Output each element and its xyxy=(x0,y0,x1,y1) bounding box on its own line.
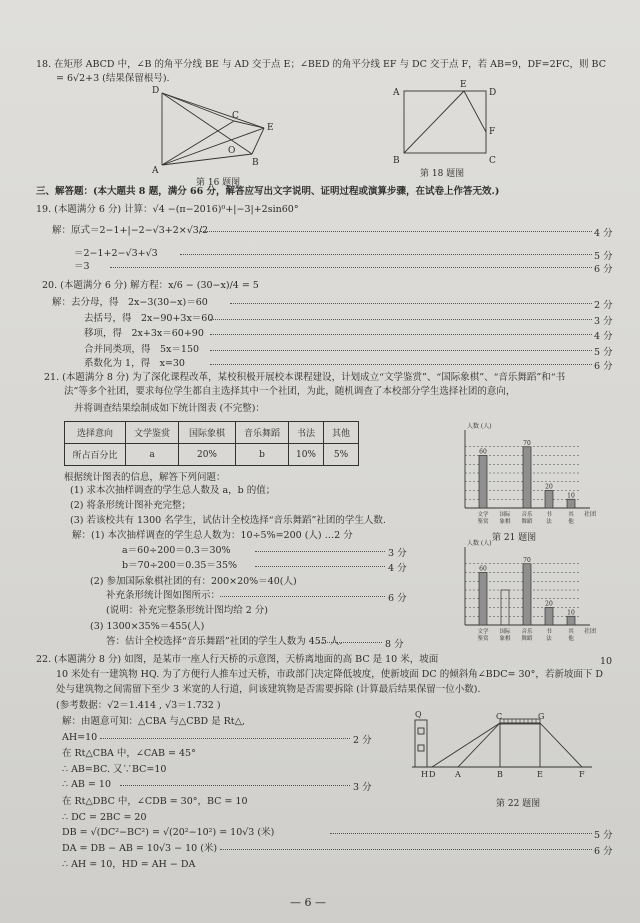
chart2-tick-label-1: 国际 xyxy=(499,629,511,635)
chart2-tick-label-2: 舞蹈 xyxy=(521,636,533,642)
chart2-data-label-3: 20 xyxy=(545,600,553,608)
q22-stray-number: 10 xyxy=(600,656,613,667)
fig16-label-e: E xyxy=(267,123,274,133)
chart1-data-label-3: 20 xyxy=(545,483,553,491)
svg-text:Q: Q xyxy=(415,710,422,719)
chart1-tick-label-4: 他 xyxy=(568,519,574,525)
svg-text:C: C xyxy=(489,156,496,166)
page-number: — 6 — xyxy=(290,896,326,909)
fig16-label-a: A xyxy=(152,166,159,176)
q22-step-9: DA = DB − AB = 10√3 − 10 (米) xyxy=(62,843,218,854)
q22-score-5: 5 分 xyxy=(594,830,613,841)
q21-ans-8: 答：估计全校选择“音乐舞蹈”社团的学生人数为 455 人. xyxy=(106,636,343,647)
svg-text:B: B xyxy=(393,156,400,166)
q20-title: 20. (本题满分 6 分) 解方程：x/6 − (30−x)/4 = 5 xyxy=(42,280,259,291)
svg-text:F: F xyxy=(489,127,496,137)
q21-ans-7: (3) 1300×35%＝455(人) xyxy=(90,621,205,632)
chart1-tick-label-1: 象棋 xyxy=(499,519,511,525)
chart2-xlabel: 社团 xyxy=(584,628,597,635)
svg-text:C: C xyxy=(496,712,503,721)
q21-line3: 并将调查结果绘制成如下统计图表 (不完整)： xyxy=(74,403,265,414)
fig16-label-o: O xyxy=(228,146,236,156)
chart1-bar-3 xyxy=(545,491,553,509)
svg-text:G: G xyxy=(538,712,545,721)
q22-step-1: 解：由题意可知：△CBA 与△CBD 是 Rt△, xyxy=(62,716,245,727)
q21-score-6: 6 分 xyxy=(388,593,407,604)
svg-text:A: A xyxy=(393,88,400,98)
q21-ans-6: (说明：补充完整条形统计图均给 2 分) xyxy=(106,605,268,616)
fig21-caption: 第 21 题图 xyxy=(492,533,537,543)
q22-step-3: 在 Rt△CBA 中，∠CAB = 45° xyxy=(62,748,196,759)
q22-step-10: ∴ AH = 10，HD = AH − DA xyxy=(62,859,196,870)
q21-bar-chart-1 xyxy=(455,423,605,533)
q20-step-4: 合并同类项，得 5x＝150 xyxy=(84,344,200,355)
svg-text:D: D xyxy=(489,88,497,98)
fig18-caption: 第 18 题图 xyxy=(420,169,465,179)
q19-line1: 解：原式＝2−1+|−2−√3+2×√3/2 xyxy=(52,225,209,236)
chart1-bar-0 xyxy=(479,456,487,509)
table-header-row: 选择意向 文学鉴赏 国际象棋 音乐舞蹈 书法 其他 xyxy=(65,422,359,444)
q21-ans-1: 解：(1) 本次抽样调查的学生总人数为：10÷5%=200 (人) …2 分 xyxy=(72,530,353,541)
q20-score-1: 2 分 xyxy=(594,300,613,311)
q21-line2: 法”等多个社团，要求每位学生都自主选择其中一个社团，为此，随机调查了本校部分学生选择社团的意向， xyxy=(64,386,516,397)
q18-answer: = 6√2+3 (结果保留根号). xyxy=(56,73,170,84)
q21-score-3: 3 分 xyxy=(388,548,407,559)
svg-text:D: D xyxy=(429,770,436,779)
q19-line2: ＝2−1+2−√3+√3 xyxy=(74,248,158,259)
q21-title: 21. (本题满分 8 分) 为了深化课程改革，某校积极开展校本课程建设，计划成立“文学鉴赏”、“国际象棋”、“音乐舞蹈”和“书 xyxy=(44,372,566,383)
q22-line3: 处与建筑物之间需留下至少 3 米宽的人行道，问该建筑物是否需要拆除 (计算最后结果保留一位小数). xyxy=(56,684,481,695)
q19-score-2: 5 分 xyxy=(594,251,613,262)
fig16-caption: 第 16 题图 xyxy=(196,178,241,188)
chart2-tick-label-3: 法 xyxy=(546,636,552,642)
q21-score-8: 8 分 xyxy=(385,639,404,650)
chart1-tick-label-4: 其 xyxy=(568,512,574,518)
q20-step-5: 系数化为 1，得 x=30 xyxy=(84,358,185,369)
q20-step-3: 移项，得 2x+3x＝60+90 xyxy=(84,328,204,339)
q19-score-3: 6 分 xyxy=(594,264,613,275)
fig22-caption: 第 22 题图 xyxy=(496,799,541,809)
fig16-label-d: D xyxy=(152,86,160,96)
q22-score-2: 2 分 xyxy=(353,735,372,746)
q22-step-7: ∴ DC = 2BC = 20 xyxy=(62,812,147,823)
q22-step-6: 在 Rt△DBC 中，∠CDB = 30°，BC = 10 xyxy=(62,796,248,807)
chart2-tick-label-2: 音乐 xyxy=(521,629,533,635)
chart1-tick-label-3: 法 xyxy=(546,519,552,525)
chart1-tick-label-2: 舞蹈 xyxy=(521,519,533,525)
chart2-bar-4 xyxy=(567,616,575,625)
q21-ans-3: b＝70÷200＝0.35＝35% xyxy=(122,560,238,571)
q22-title: 22. (本题满分 8 分) 如图，是某市一座人行天桥的示意图，天桥离地面的高 BC 是 10 米，坡面 xyxy=(36,654,439,665)
q19-title: 19. (本题满分 6 分) 计算：√4 −(π−2016)⁰+|−3|+2sin60° xyxy=(36,204,299,215)
figure-16 xyxy=(140,85,290,185)
chart2-tick-label-4: 他 xyxy=(568,636,574,642)
chart1-bar-2 xyxy=(523,447,531,508)
chart1-tick-label-3: 书 xyxy=(546,512,552,518)
q20-step-1: 解：去分母，得 2x−3(30−x)＝60 xyxy=(52,297,208,308)
chart2-bar-2 xyxy=(523,564,531,625)
q22-line2: 10 米处有一建筑物 HQ. 为了方便行人推车过天桥，市政部门决定降低坡度，使新坡面 DC 的倾斜角∠BDC= 30°，若新坡面下 D xyxy=(56,669,603,680)
svg-text:H: H xyxy=(421,770,428,779)
q22-step-5: ∴ AB = 10 xyxy=(62,779,111,790)
chart1-tick-label-1: 国际 xyxy=(499,512,511,518)
q20-step-2: 去括号，得 2x−90+3x＝60 xyxy=(84,313,214,324)
chart2-data-label-4: 10 xyxy=(567,609,575,617)
q20-score-4: 5 分 xyxy=(594,347,613,358)
chart2-data-label-2: 70 xyxy=(523,556,531,564)
survey-table xyxy=(64,421,359,466)
svg-text:E: E xyxy=(460,80,467,90)
chart2-tick-label-0: 文学 xyxy=(477,629,489,635)
q21-ans-2: a＝60÷200＝0.3＝30% xyxy=(122,545,231,556)
svg-text:E: E xyxy=(537,770,543,779)
table-row: 所占百分比 a 20% b 10% 5% xyxy=(65,444,359,466)
fig16-label-c: C xyxy=(232,111,239,121)
figure-18 xyxy=(390,76,500,166)
section-heading: 三、解答题：(本大题共 8 题，满分 66 分，解答应写出文字说明、证明过程或演算步骤，在试卷上作答无效.) xyxy=(36,186,500,197)
chart2-tick-label-1: 象棋 xyxy=(499,636,511,642)
fig16-label-b: B xyxy=(252,158,259,168)
svg-text:A: A xyxy=(455,770,461,779)
chart2-tick-label-4: 其 xyxy=(568,629,574,635)
chart2-data-label-0: 60 xyxy=(479,565,487,573)
q22-line4: (参考数据：√2＝1.414 , √3＝1.732 ) xyxy=(56,700,221,711)
chart1-tick-label-2: 音乐 xyxy=(521,512,533,518)
q22-step-8: DB = √(DC²−BC²) = √(20²−10²) = 10√3 (米) xyxy=(62,827,275,838)
q22-score-6: 6 分 xyxy=(594,846,613,857)
q21-ans-4: (2) 参加国际象棋社团的有：200×20%＝40(人) xyxy=(90,576,297,587)
q19-score-1: 4 分 xyxy=(594,228,613,239)
q21-bar-chart-2 xyxy=(455,540,605,650)
q21-q2: (2) 将条形统计图补充完整； xyxy=(70,500,191,511)
q22-step-2: AH=10 xyxy=(62,732,98,743)
q18-text: 18. 在矩形 ABCD 中，∠B 的角平分线 BE 与 AD 交于点 E；∠BED 的角平分线 EF 与 DC 交于点 F，若 AB=9，DF=2FC，则 BC xyxy=(36,59,606,70)
chart2-tick-label-0: 鉴赏 xyxy=(477,636,489,642)
q21-line4: 根据统计图表的信息，解答下列问题： xyxy=(64,472,226,483)
chart1-tick-label-0: 鉴赏 xyxy=(477,519,489,525)
chart2-ylabel: 人数 (人) xyxy=(467,540,492,547)
figure-22 xyxy=(412,710,602,800)
chart1-data-label-0: 60 xyxy=(479,448,487,456)
chart1-bar-4 xyxy=(567,499,575,508)
chart2-bar-3 xyxy=(545,608,553,626)
chart2-bar-0 xyxy=(479,573,487,626)
q21-ans-5: 补充条形统计图如图所示： xyxy=(106,590,221,601)
chart1-tick-label-0: 文学 xyxy=(477,512,489,518)
q22-score-3: 3 分 xyxy=(353,782,372,793)
q21-q3: (3) 若该校共有 1300 名学生，试估计全校选择“音乐舞蹈”社团的学生人数. xyxy=(70,515,386,526)
q20-score-5: 6 分 xyxy=(594,361,613,372)
chart1-data-label-4: 10 xyxy=(567,492,575,500)
q21-q1: (1) 求本次抽样调查的学生总人数及 a，b 的值； xyxy=(70,485,276,496)
chart1-data-label-2: 70 xyxy=(523,439,531,447)
svg-text:B: B xyxy=(497,770,503,779)
q19-line3: ＝3 xyxy=(74,261,90,272)
svg-text:F: F xyxy=(579,770,585,779)
q20-score-3: 4 分 xyxy=(594,331,613,342)
q21-score-4: 4 分 xyxy=(388,563,407,574)
chart1-xlabel: 社团 xyxy=(584,511,597,518)
chart1-ylabel: 人数 (人) xyxy=(467,423,492,430)
q20-score-2: 3 分 xyxy=(594,316,613,327)
q22-step-4: ∴ AB=BC. 又∵BC=10 xyxy=(62,764,167,775)
chart2-tick-label-3: 书 xyxy=(546,629,552,635)
